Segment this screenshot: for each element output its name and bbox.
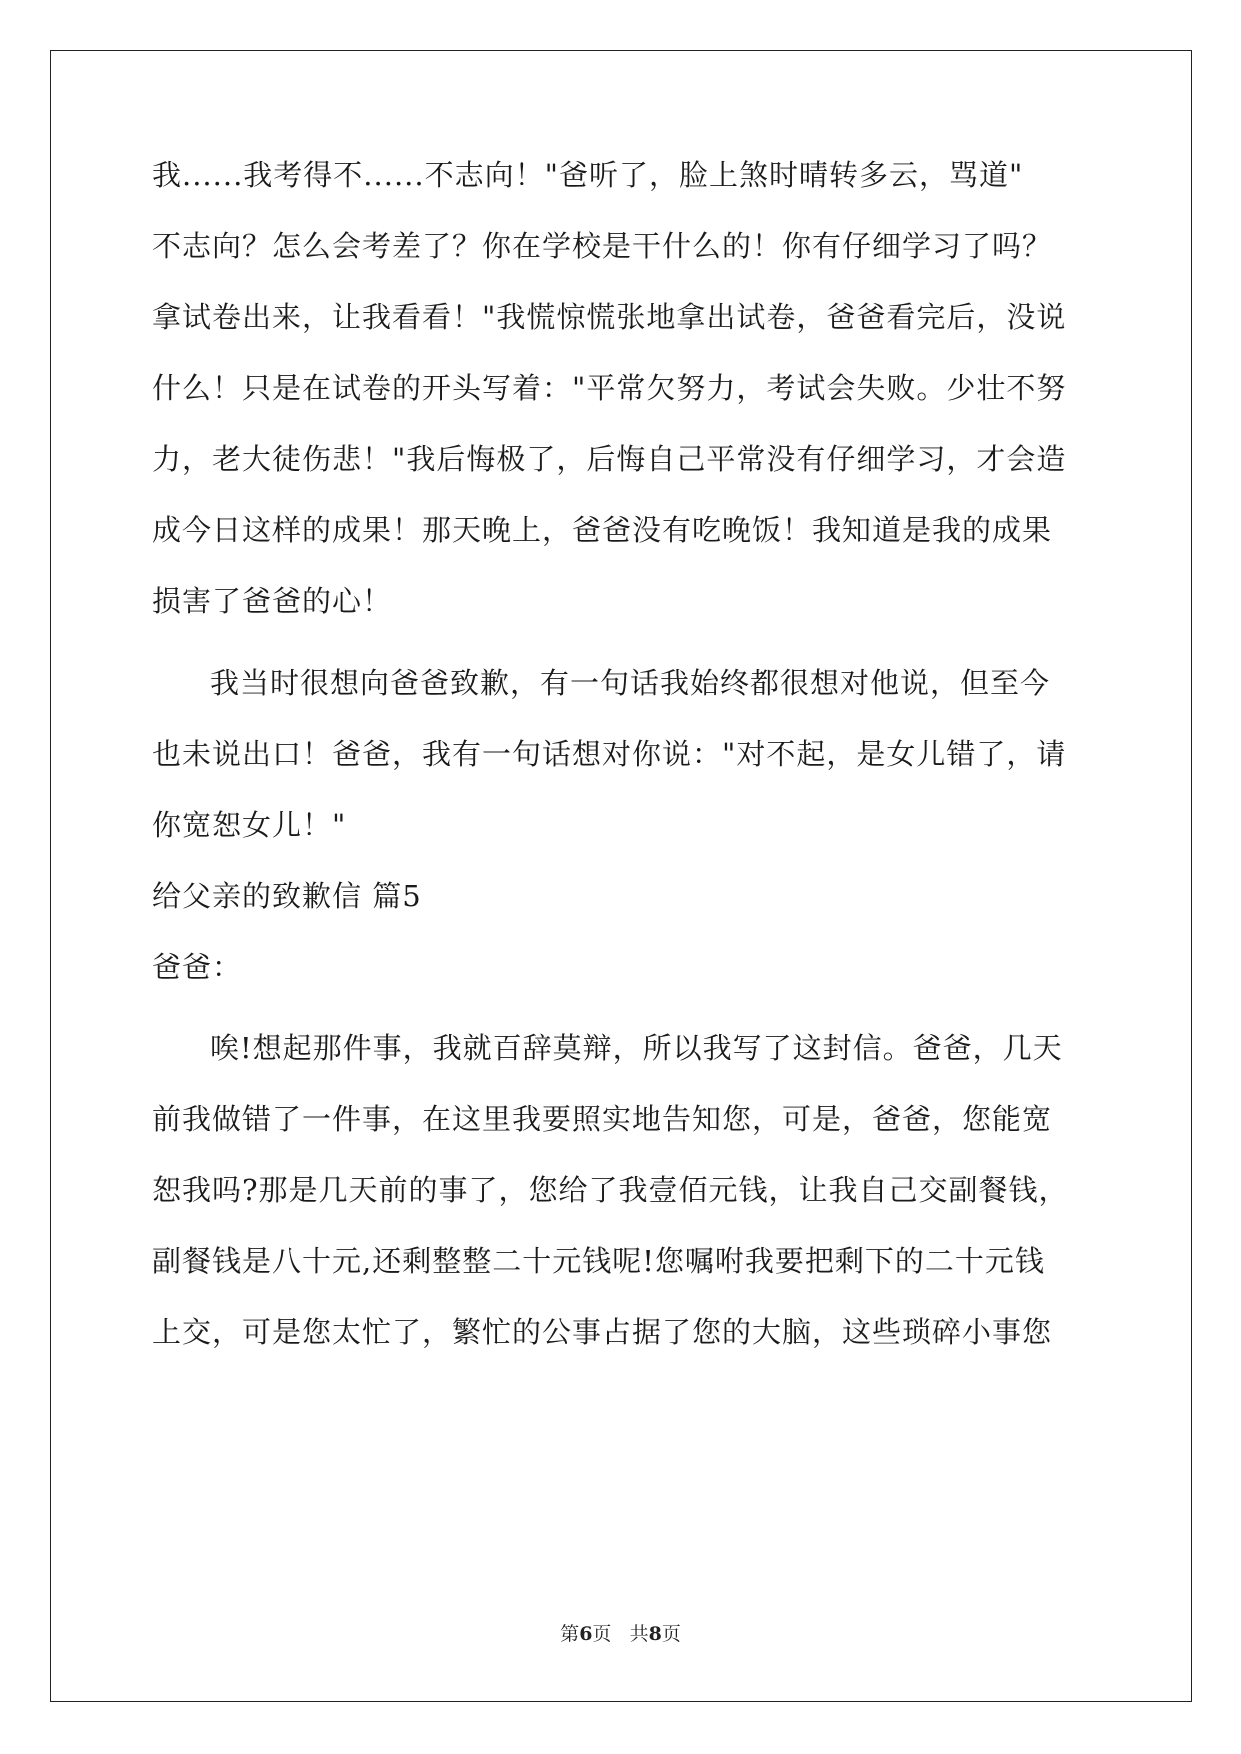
body-line-12: 前我做错了一件事，在这里我要照实地告知您，可是，爸爸，您能宽 [152, 1102, 1053, 1136]
body-line-5: 力，老大徒伤悲！"我后悔极了，后悔自己平常没有仔细学习，才会造 [152, 442, 1067, 476]
footer-total-unit: 页 [661, 1623, 681, 1645]
body-line-7: 损害了爸爸的心！ [152, 584, 393, 618]
body-line-9: 也未说出口！爸爸，我有一句话想对你说："对不起，是女儿错了，请 [152, 737, 1067, 771]
body-line-8: 我当时很想向爸爸致歉，有一句话我始终都很想对他说，但至今 [210, 666, 1051, 700]
current-page-number: 6 [579, 1623, 593, 1645]
footer-page-unit: 页 [592, 1623, 612, 1645]
body-line-4: 什么！只是在试卷的开头写着："平常欠努力，考试会失败。少壮不努 [152, 371, 1067, 405]
body-line-10: 你宽恕女儿！" [152, 808, 347, 842]
body-line-3: 拿试卷出来，让我看看！"我慌惊慌张地拿出试卷，爸爸看完后，没说 [152, 300, 1067, 334]
body-line-1: 我......我考得不......不志向！"爸听了，脸上煞时晴转多云，骂道" [152, 158, 1024, 192]
body-line-15: 上交，可是您太忙了，繁忙的公事占据了您的大脑，这些琐碎小事您 [152, 1315, 1053, 1349]
page-footer [0, 1622, 1241, 1646]
footer-total-prefix: 共 [629, 1623, 649, 1645]
footer-prefix: 第 [560, 1623, 580, 1645]
letter-salutation: 爸爸： [152, 950, 243, 984]
body-line-2: 不志向？怎么会考差了？你在学校是干什么的！你有仔细学习了吗？ [152, 229, 1053, 263]
body-line-11: 唉!想起那件事，我就百辞莫辩，所以我写了这封信。爸爸，几天 [210, 1031, 1063, 1065]
section-heading: 给父亲的致歉信 篇5 [152, 879, 422, 913]
body-line-13: 恕我吗?那是几天前的事了，您给了我壹佰元钱，让我自己交副餐钱， [152, 1173, 1069, 1207]
body-line-14: 副餐钱是八十元,还剩整整二十元钱呢!您嘱咐我要把剩下的二十元钱 [152, 1244, 1045, 1278]
total-pages-number: 8 [648, 1623, 662, 1645]
body-line-6: 成今日这样的成果！那天晚上，爸爸没有吃晚饭！我知道是我的成果 [152, 513, 1053, 547]
